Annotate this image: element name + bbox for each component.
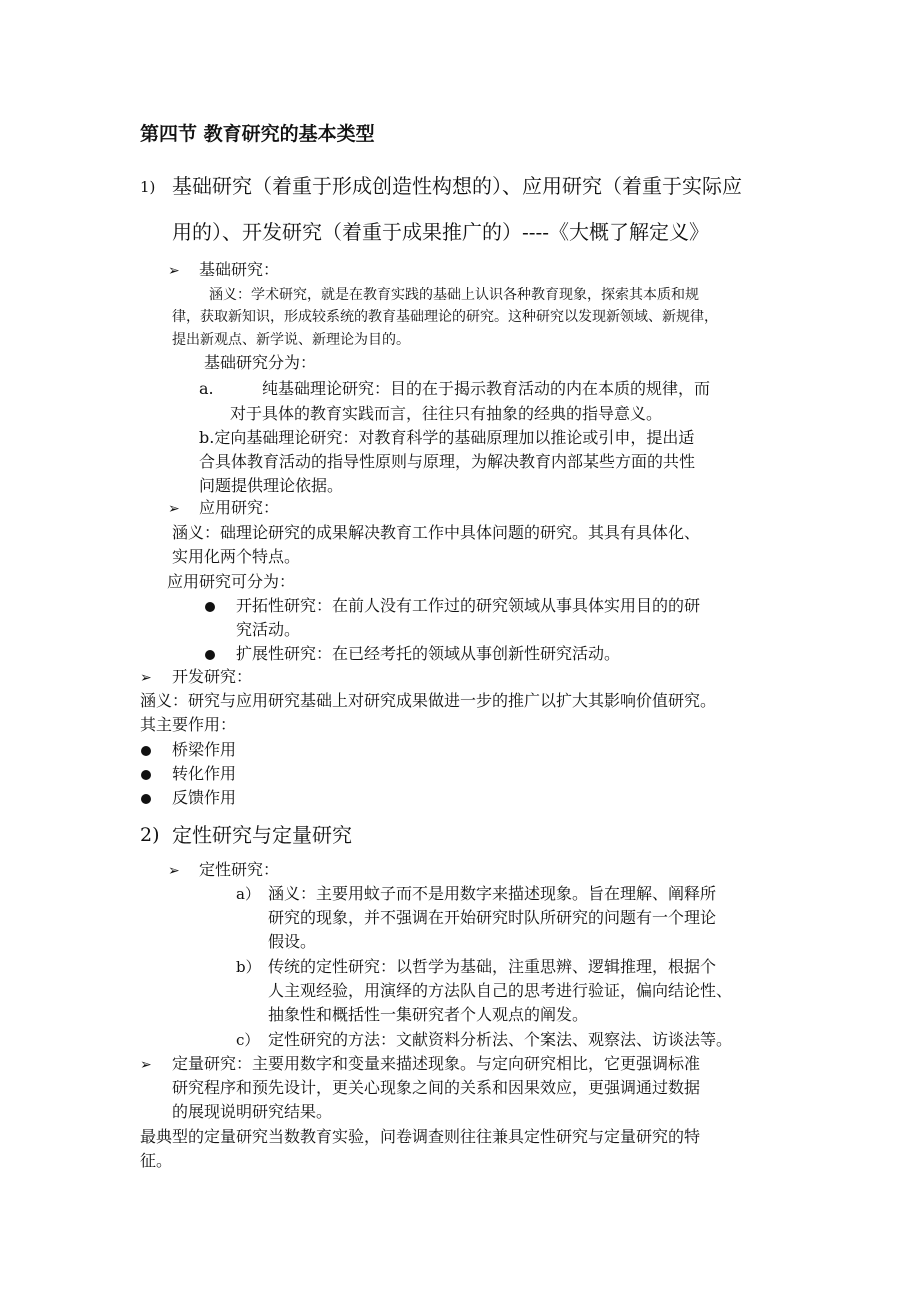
section-1-heading-line2: 用的）、开发研究（着重于成果推广的）----《大概了解定义》 [172,220,710,244]
final-paragraph-line1: 最典型的定量研究当数教育实验，问卷调查则往往兼具定性研究与定量研究的特 [140,1127,701,1146]
arrow-bullet-icon: ➢ [140,670,152,686]
applied-research-heading: 应用研究： [199,498,280,517]
qualitative-item-b-line3: 抽象性和概括性一集研究者个人观点的阐发。 [268,1005,589,1024]
arrow-bullet-icon: ➢ [168,501,180,517]
basic-type-b-line2: 合具体教育活动的指导性原则与原理，为解决教育内部某些方面的共性 [199,452,696,471]
applied-type1-line2: 究活动。 [236,620,301,639]
quantitative-line3: 的展现说明研究结果。 [172,1102,333,1121]
basic-type-b-line3: 问题提供理论依据。 [199,476,344,495]
qualitative-item-c-label: c） [236,1031,260,1049]
basic-subtypes-label: 基础研究分为： [204,353,317,372]
development-definition: 涵义：研究与应用研究基础上对研究成果做进一步的推广以扩大其影响价值研究。 [140,691,717,710]
qualitative-item-a-label: a） [236,885,260,903]
arrow-bullet-icon: ➢ [140,1057,152,1073]
basic-research-heading: 基础研究： [199,260,280,279]
basic-type-a-label: a. [199,379,214,398]
arrow-bullet-icon: ➢ [168,863,180,879]
bullet-dot-icon [141,794,151,804]
qualitative-item-a-line3: 假设。 [268,932,317,951]
bullet-dot-icon [141,770,151,780]
basic-definition-line3: 提出新观点、新学说、新理论为目的。 [172,332,410,348]
quantitative-line1: 定量研究：主要用数字和变量来描述现象。与定向研究相比，它更强调标准 [172,1054,701,1073]
section-2-number: 2) [140,824,160,846]
qualitative-item-c-line1: 定性研究的方法：文献资料分析法、个案法、观察法、访谈法等。 [268,1030,733,1049]
applied-type1-line1: 开拓性研究：在前人没有工作过的研究领域从事具体实用目的的研 [236,596,701,615]
bullet-dot-icon [205,650,215,660]
qualitative-item-a-line2: 研究的现象，并不强调在开始研究时队所研究的问题有一个理论 [268,908,717,927]
qualitative-item-b-label: b） [236,958,261,976]
bullet-dot-icon [141,746,151,756]
applied-type2: 扩展性研究：在已经考托的领域从事创新性研究活动。 [236,644,621,663]
qualitative-item-a-line1: 涵义：主要用蚊子而不是用数字来描述现象。旨在理解、阐释所 [268,884,717,903]
bullet-dot-icon [205,602,215,612]
basic-type-a-line2: 对于具体的教育实践而言，往往只有抽象的经典的指导意义。 [230,404,663,423]
development-roles-label: 其主要作用： [140,715,237,734]
qualitative-item-b-line2: 人主观经验，用演绎的方法队自己的思考进行验证，偏向结论性、 [268,981,733,1000]
applied-subtypes-label: 应用研究可分为： [167,572,296,591]
qualitative-item-b-line1: 传统的定性研究：以哲学为基础，注重思辨、逻辑推理，根据个 [268,957,717,976]
development-role: 反馈作用 [172,788,237,807]
applied-definition-line2: 实用化两个特点。 [172,547,301,566]
basic-type-a-line1: 纯基础理论研究：目的在于揭示教育活动的内在本质的规律，而 [262,379,711,398]
section-1-heading-line1: 基础研究（着重于形成创造性构想的）、应用研究（着重于实际应 [172,174,742,198]
arrow-bullet-icon: ➢ [168,263,180,279]
section-2-heading: 定性研究与定量研究 [172,823,352,847]
basic-definition-line1: 涵义：学术研究，就是在教育实践的基础上认识各种教育现象，探索其本质和规 [209,287,699,303]
section-1-number: 1) [140,178,156,196]
development-role: 转化作用 [172,764,237,783]
final-paragraph-line2: 征。 [140,1151,173,1170]
development-research-heading: 开发研究： [172,667,253,686]
basic-definition-line2: 律，获取新知识，形成较系统的教育基础理论的研究。这种研究以发现新领域、新规律， [172,309,718,325]
page-title: 第四节 教育研究的基本类型 [140,123,375,145]
basic-type-b-line1: b.定向基础理论研究：对教育科学的基础原理加以推论或引申，提出适 [199,428,695,447]
applied-definition-line1: 涵义：础理论研究的成果解决教育工作中具体问题的研究。其具有具体化、 [172,523,701,542]
development-role: 桥梁作用 [172,740,237,759]
qualitative-research-heading: 定性研究： [199,860,280,879]
quantitative-line2: 研究程序和预先设计，更关心现象之间的关系和因果效应，更强调通过数据 [172,1078,701,1097]
